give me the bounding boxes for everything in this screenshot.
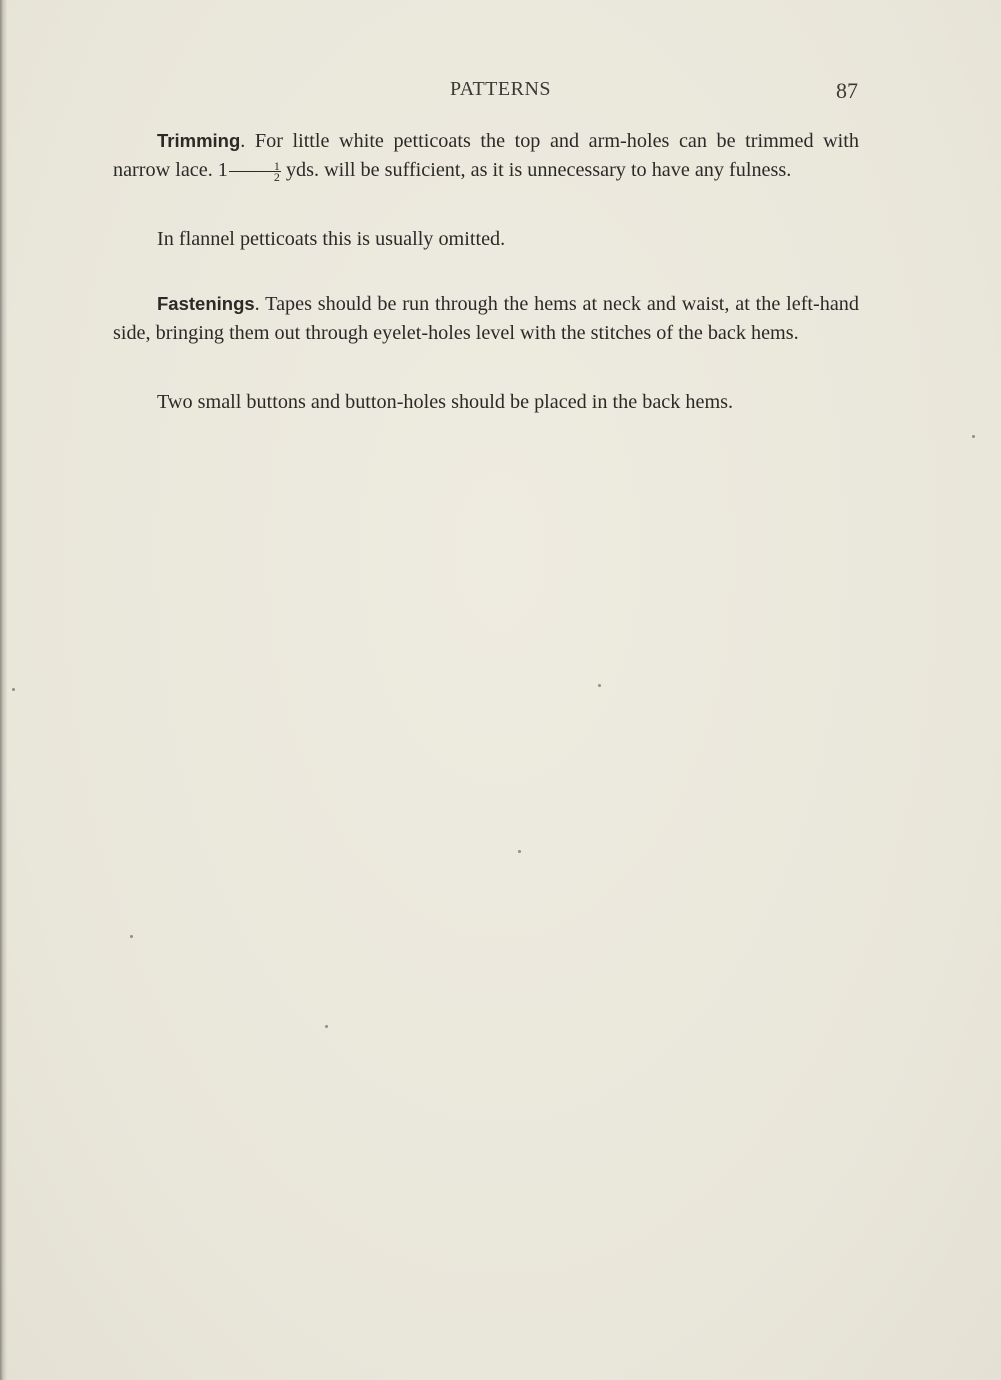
fraction-numerator: 1 [229,161,281,172]
trimming-text-part-1: . For little white petticoats the top and arm-holes can be trimmed with narrow lace. 1 [113,130,859,181]
running-head: PATTERNS [449,78,552,100]
fraction-denominator: 2 [273,169,280,184]
fraction-one-half [229,158,281,184]
fastenings-text: . Tapes should be run through the hems at neck and waist, at the left-hand side, bringing them out through eyelet-holes level with the stitches of the back hems. [113,293,859,344]
page-number: 87 [836,78,858,103]
heading-trimming: Trimming [157,130,241,151]
paper-speck [972,435,975,438]
paragraph-flannel [113,225,859,254]
paper-speck [325,1025,328,1028]
paper-speck [598,684,601,687]
trimming-text-part-2: yds. will be sufficient, as it is unnecessary to have any fulness. [280,159,792,181]
paragraph-fastenings [113,289,859,348]
paper-speck [130,935,133,938]
paper-speck [12,688,15,691]
flannel-text: In flannel petticoats this is usually omitted. [157,228,506,250]
page-spine-edge [0,0,7,1380]
heading-fastenings: Fastenings [157,293,255,314]
paragraph-buttons [113,388,859,417]
paragraph-trimming [113,126,859,185]
buttons-text: Two small buttons and button-holes should be placed in the back hems. [157,391,734,413]
paper-speck [518,850,521,853]
